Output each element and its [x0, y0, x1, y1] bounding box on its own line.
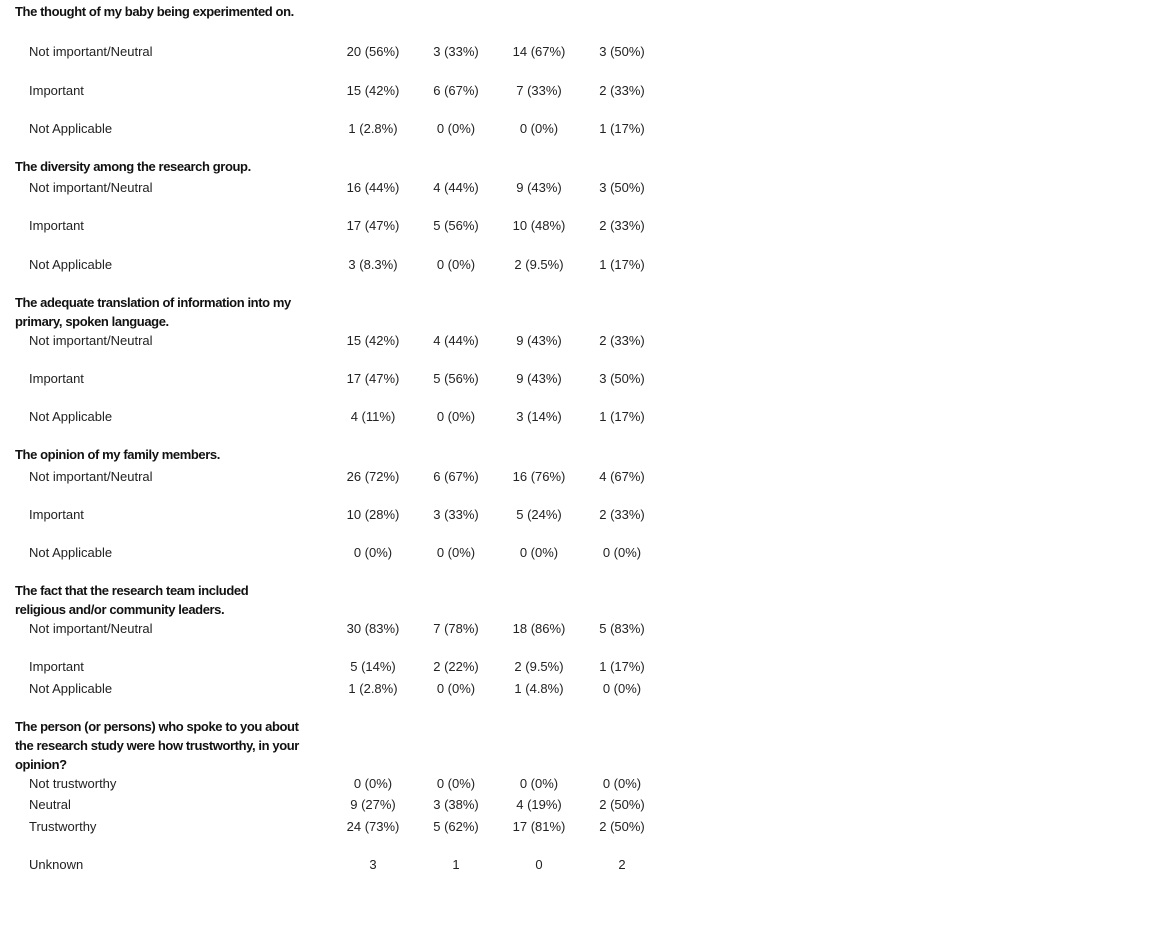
row-label: Not Applicable — [29, 681, 113, 696]
table-cell: 0 (0%) — [519, 545, 559, 560]
table-cell: 9 (43%) — [516, 371, 562, 386]
table-cell: 0 (0%) — [353, 776, 393, 791]
table-cell: 2 (22%) — [433, 659, 479, 674]
table-cell: 3 (33%) — [433, 44, 479, 59]
table-cell: 7 (33%) — [516, 83, 562, 98]
table-cell: 3 (50%) — [599, 180, 645, 195]
table-cell: 2 (33%) — [599, 218, 645, 233]
row-label: Not trustworthy — [29, 776, 117, 791]
table-cell: 3 (50%) — [599, 371, 645, 386]
table-cell: 2 (9.5%) — [514, 659, 564, 674]
table-cell: 2 (50%) — [599, 819, 645, 834]
table-cell: 5 (14%) — [350, 659, 396, 674]
table-cell: 15 (42%) — [346, 83, 400, 98]
question-heading: The person (or persons) who spoke to you about the research study were how trustworthy, in your opinion? — [15, 719, 299, 772]
table-cell: 10 (48%) — [512, 218, 566, 233]
table-cell: 2 — [618, 857, 626, 872]
table-cell: 15 (42%) — [346, 333, 400, 348]
row-label: Not important/Neutral — [29, 44, 153, 59]
table-cell: 3 (14%) — [516, 409, 562, 424]
row-label: Not Applicable — [29, 257, 113, 272]
table-cell: 30 (83%) — [346, 621, 400, 636]
table-cell: 0 (0%) — [436, 545, 476, 560]
row-label: Not important/Neutral — [29, 621, 153, 636]
table-cell: 24 (73%) — [346, 819, 400, 834]
table-cell: 16 (44%) — [346, 180, 400, 195]
row-label: Not important/Neutral — [29, 469, 153, 484]
table-cell: 0 (0%) — [436, 681, 476, 696]
question-heading: The adequate translation of information into my primary, spoken language. — [15, 295, 291, 329]
table-cell: 1 (2.8%) — [348, 681, 398, 696]
table-cell: 3 (38%) — [433, 797, 479, 812]
table-cell: 4 (19%) — [516, 797, 562, 812]
table-cell: 6 (67%) — [433, 469, 479, 484]
table-cell: 5 (83%) — [599, 621, 645, 636]
table-cell: 2 (9.5%) — [514, 257, 564, 272]
table-cell: 10 (28%) — [346, 507, 400, 522]
table-cell: 26 (72%) — [346, 469, 400, 484]
row-label: Important — [29, 371, 84, 386]
table-cell: 16 (76%) — [512, 469, 566, 484]
row-label: Not important/Neutral — [29, 180, 153, 195]
table-cell: 2 (50%) — [599, 797, 645, 812]
question-heading: The thought of my baby being experimented on. — [15, 4, 294, 19]
table-cell: 17 (47%) — [346, 371, 400, 386]
table-cell: 1 (4.8%) — [514, 681, 564, 696]
table-cell: 4 (44%) — [433, 180, 479, 195]
row-label: Not Applicable — [29, 409, 113, 424]
table-cell: 0 (0%) — [602, 776, 642, 791]
question-heading: The diversity among the research group. — [15, 159, 251, 174]
table-cell: 20 (56%) — [346, 44, 400, 59]
table-cell: 1 (17%) — [599, 409, 645, 424]
row-label: Not important/Neutral — [29, 333, 153, 348]
table-cell: 4 (44%) — [433, 333, 479, 348]
table-cell: 0 (0%) — [436, 409, 476, 424]
row-label: Important — [29, 659, 84, 674]
table-cell: 0 (0%) — [436, 257, 476, 272]
table-cell: 1 (17%) — [599, 257, 645, 272]
table-cell: 2 (33%) — [599, 507, 645, 522]
table-cell: 14 (67%) — [512, 44, 566, 59]
table-cell: 2 (33%) — [599, 83, 645, 98]
table-cell: 5 (56%) — [433, 371, 479, 386]
table-cell: 0 (0%) — [519, 121, 559, 136]
table-cell: 7 (78%) — [433, 621, 479, 636]
table-cell: 3 (8.3%) — [348, 257, 398, 272]
table-cell: 17 (47%) — [346, 218, 400, 233]
table-cell: 0 (0%) — [602, 681, 642, 696]
row-label: Important — [29, 507, 84, 522]
row-label: Unknown — [29, 857, 84, 872]
table-cell: 0 — [535, 857, 543, 872]
table-cell: 0 (0%) — [602, 545, 642, 560]
table-cell: 6 (67%) — [433, 83, 479, 98]
table-cell: 3 — [369, 857, 377, 872]
table-cell: 0 (0%) — [519, 776, 559, 791]
table-cell: 0 (0%) — [353, 545, 393, 560]
table-cell: 4 (11%) — [350, 409, 396, 424]
row-label: Important — [29, 83, 84, 98]
row-label: Trustworthy — [29, 819, 97, 834]
row-label: Important — [29, 218, 84, 233]
table-cell: 9 (43%) — [516, 333, 562, 348]
table-cell: 9 (43%) — [516, 180, 562, 195]
table-cell: 0 (0%) — [436, 776, 476, 791]
table-cell: 17 (81%) — [512, 819, 566, 834]
table-cell: 5 (24%) — [516, 507, 562, 522]
table-cell: 1 (2.8%) — [348, 121, 398, 136]
question-heading: The opinion of my family members. — [15, 447, 220, 462]
table-cell: 5 (56%) — [433, 218, 479, 233]
row-label: Neutral — [29, 797, 71, 812]
table-cell: 5 (62%) — [433, 819, 479, 834]
table-cell: 4 (67%) — [599, 469, 645, 484]
row-label: Not Applicable — [29, 121, 113, 136]
table-cell: 18 (86%) — [512, 621, 566, 636]
table-cell: 3 (33%) — [433, 507, 479, 522]
table-cell: 9 (27%) — [350, 797, 396, 812]
table-cell: 3 (50%) — [599, 44, 645, 59]
question-heading: The fact that the research team included religious and/or community leaders. — [15, 583, 249, 617]
table-cell: 0 (0%) — [436, 121, 476, 136]
table-cell: 2 (33%) — [599, 333, 645, 348]
table-cell: 1 (17%) — [599, 121, 645, 136]
table-cell: 1 (17%) — [599, 659, 645, 674]
row-label: Not Applicable — [29, 545, 113, 560]
table-cell: 1 — [452, 857, 460, 872]
